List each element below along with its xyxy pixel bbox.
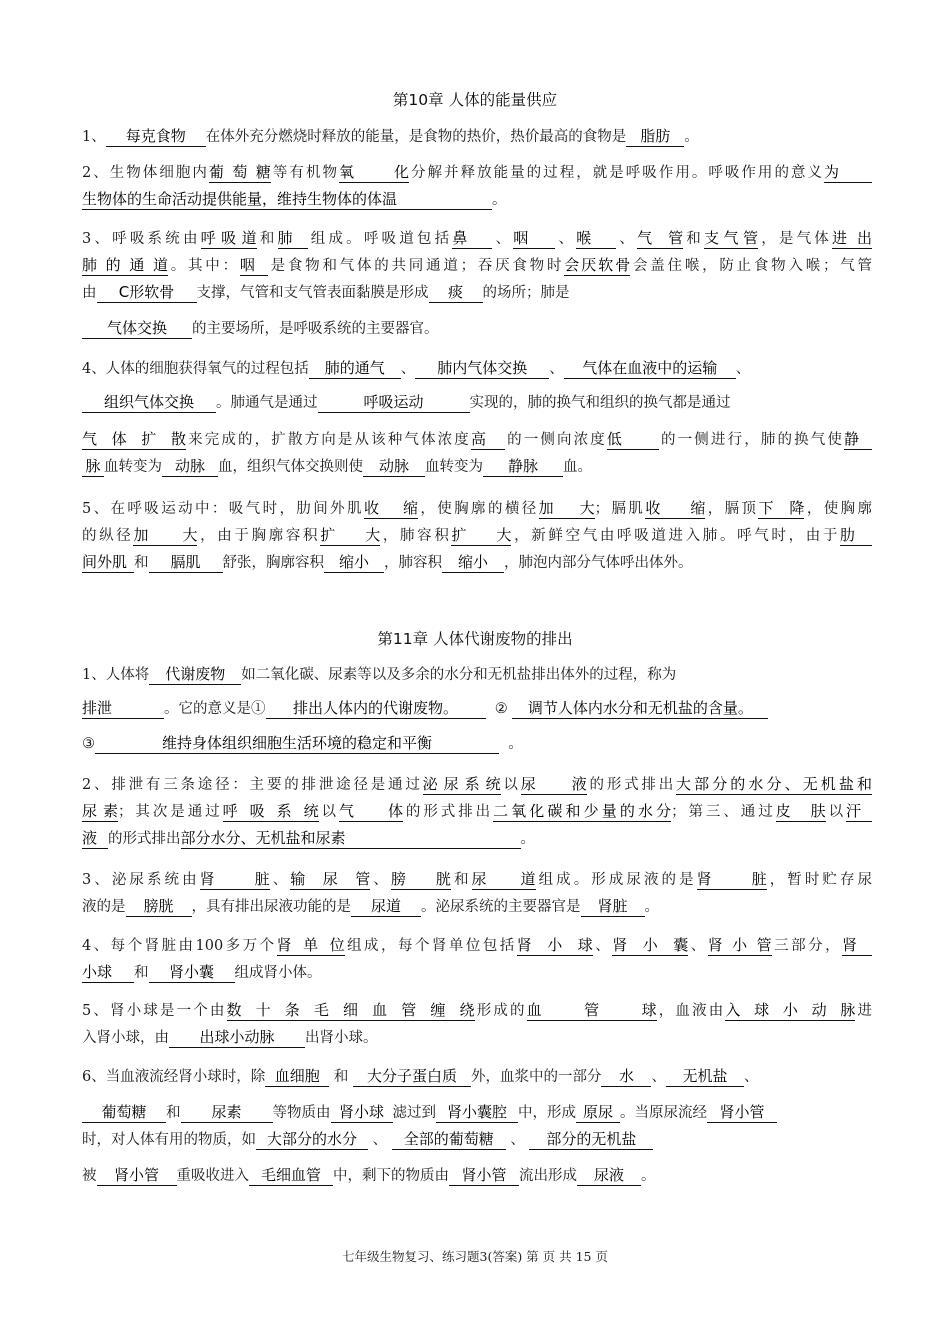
answer-blank: 无机盐 [666,1066,744,1087]
prompt-text: ，具有排出尿液功能的是 [191,899,351,915]
prompt-text: 等有机物 [270,165,339,181]
prompt-text: 和 [134,555,149,571]
prompt-text: 3、呼吸系统由 [82,231,201,247]
prompt-text: 舒张，胸廓容积 [222,555,324,571]
prompt-text: ，是气体 [758,231,833,247]
prompt-text: 等物质由 [272,1105,331,1121]
prompt-text: 。 [644,899,659,915]
answer-blank: 排泄 [82,698,164,719]
answer-blank: 膀胱 [390,870,451,888]
answer-blank: 氧化 [339,163,409,181]
answer-blank: 生物体的生命活动提供能量，维持生物体的体温 [82,189,492,210]
prompt-text: 的形式排出 [108,831,181,847]
answer-blank: 部分水分、无机盐和尿素 [181,828,521,849]
prompt-text: ，血液由 [656,1003,726,1019]
prompt-text: 外，血浆中的一部分 [470,1069,602,1085]
prompt-text: 。它的意义是① [164,701,266,717]
separator: 、 [492,231,514,247]
answer-blank: 动脉 [363,456,425,477]
prompt-text: 由 [82,285,97,301]
prompt-text: 的形式排出 [402,804,494,820]
answer-blank: 低 [607,429,659,450]
answer-blank: 支气管 [704,229,758,247]
separator: 、 [592,938,613,954]
answer-blank: 大部分的水分 [256,1129,368,1150]
prompt-text: 2、生物体细胞内 [82,165,209,181]
prompt-text: 。 [508,736,523,752]
prompt-text: 5、在呼吸运动中：吸气时，肋间外肌 [82,501,364,517]
separator: 、 [735,361,751,377]
answer-blank: 代谢废物 [149,664,241,685]
prompt-text: ，暂时贮存尿 [766,872,873,888]
answer-blank: 肾小球 [516,936,593,954]
answer-blank: 肺 [278,228,308,249]
answer-blank: 缩小 [324,552,384,573]
prompt-text: ；第三、通过 [671,804,776,820]
answer-blank: 呼吸系统 [222,802,319,820]
prompt-text: 。 [492,192,507,208]
answer-blank: 全部的葡萄糖 [392,1129,506,1150]
answer-blank: 肾脏 [696,870,767,888]
answer-blank: 气体扩散 [82,430,186,448]
ch11-question-1 [82,662,872,758]
prompt-text: 6、当血液流经肾小球时，除 [82,1069,266,1085]
answer-blank: 入球小动脉 [725,1001,856,1019]
prompt-text: 的一侧进行，肺的换气使 [658,432,845,448]
answer-blank: 输尿管 [290,870,371,888]
separator: 、 [549,361,564,377]
answer-blank: 缩小 [442,552,504,573]
answer-blank: 血细胞 [265,1066,329,1087]
list-marker: ② [494,701,508,717]
prompt-text: 进 [855,1003,873,1019]
answer-blank: 静脉 [483,456,563,477]
answer-blank: 收缩 [645,499,706,517]
answer-blank: 泌尿系统 [422,775,501,793]
prompt-text: 5、肾小球是一个由 [82,1003,227,1019]
answer-blank: 呼吸道 [200,229,257,247]
prompt-text: 1、人体将 [82,667,150,683]
answer-blank: 排出人体内的代谢废物。 [266,698,486,719]
prompt-text: 中，剩下的物质由 [333,1168,449,1184]
prompt-text: 形成的 [474,1003,527,1019]
ch11-question-5 [82,998,872,1052]
answer-blank: 气管 [637,229,684,247]
answer-blank: 会厌软骨 [564,256,631,274]
prompt-text: 来完成的，扩散方向是从该种气体浓度 [186,432,471,448]
answer-blank: 气体交换 [82,318,192,339]
prompt-text: 时，对人体有用的物质，如 [82,1132,256,1148]
separator: 、 [269,872,291,888]
ch11-question-6 [82,1064,872,1190]
answer-blank: 数十条毛细血管缠绕 [226,1001,475,1019]
prompt-text: ，膈顶 [705,501,759,517]
answer-blank: 静 [844,429,872,450]
answer-blank: 扩大 [320,526,381,544]
prompt-text: 。 [684,129,699,145]
prompt-text: 血转变为 [104,459,162,475]
answer-blank: 二氧化碳和少量的水分 [493,802,672,820]
prompt-text: 组成。形成尿液的是 [535,872,697,888]
answer-blank: 肾单位 [276,936,345,954]
prompt-text: 在体外充分燃烧时释放的能量，是食物的热价，热价最高的食物是 [205,129,627,145]
answer-blank: 肾脏 [581,896,645,917]
answer-blank: 膈肌 [149,552,223,573]
answer-blank: 间外肌 [82,552,134,573]
answer-blank: 水 [601,1066,651,1087]
prompt-text: 以 [318,804,339,820]
prompt-text: 会盖住喉，防止食物入喉；气管 [630,258,873,274]
prompt-text: 4、每个肾脏由100多万个 [82,938,277,954]
ch10-question-5 [82,496,872,577]
prompt-text: ，肺容积 [384,555,442,571]
answer-blank: 膀胱 [126,896,192,917]
answer-blank: 肺内气体交换 [415,358,549,379]
prompt-text: ，肺泡内部分气体呼出体外。 [504,555,693,571]
answer-blank: 咽 [240,255,268,276]
answer-blank: 尿道 [471,870,536,888]
answer-blank: 高 [471,429,505,450]
prompt-text: 流出形成 [519,1168,577,1184]
answer-blank: 葡萄糖 [208,163,271,181]
prompt-text: 和 [683,231,704,247]
list-marker: ③ [82,736,95,752]
answer-blank: 肾小管 [449,1165,519,1186]
answer-blank: 气体 [338,802,403,820]
answer-blank: 动脉 [162,456,218,477]
chapter-10-title: 第10章 人体的能量供应 [392,91,558,109]
prompt-text: 三部分， [771,938,843,954]
answer-blank: 肺的通气 [309,358,401,379]
answer-blank: 鼻 [452,228,492,249]
separator: 、 [400,361,416,377]
prompt-text: 3、泌尿系统由 [82,872,200,888]
answer-blank: 为 [824,162,872,183]
prompt-text: 的形式排出 [586,777,677,793]
prompt-text: ；膈肌 [594,501,646,517]
separator: 、 [616,231,638,247]
prompt-text: 。当原尿流经 [620,1105,707,1121]
prompt-text: 和 [166,1105,181,1121]
prompt-text: 重吸收进入 [176,1168,249,1184]
answer-blank: 肾小管 [707,936,772,954]
answer-blank: 肾小管 [707,1102,777,1123]
answer-blank: 每克食物 [106,126,206,147]
prompt-text: 血转变为 [425,459,483,475]
answer-blank: 喉 [576,228,616,249]
answer-blank: 部分的无机盐 [529,1129,653,1150]
ch11-question-4 [82,933,872,987]
prompt-text: 中，形成 [518,1105,576,1121]
answer-blank: 脉 [82,456,104,477]
answer-blank: C形软骨 [97,282,197,303]
answer-blank: 尿素 [82,802,118,820]
separator: 、 [651,1069,666,1085]
answer-blank: 加大 [538,499,595,517]
prompt-text: ，由于胸廓容积 [197,528,321,544]
prompt-text: 分解并释放能量的过程，就是呼吸作用。呼吸作用的意义 [409,165,825,181]
answer-blank: 下降 [758,499,805,517]
prompt-text: ，新鲜空气由呼吸道进入肺。呼气时，由于 [511,528,841,544]
prompt-text: 。泌尿系统的主要器官是 [421,899,581,915]
answer-blank: 毛细血管 [249,1165,333,1186]
answer-blank: 小球 [82,962,134,983]
separator: 、 [510,1132,525,1148]
answer-blank: 皮肤 [775,802,826,820]
answer-blank: 收缩 [363,499,418,517]
prompt-text: 出肾小球。 [305,1030,378,1046]
answer-blank: 肋 [840,525,872,546]
answer-blank: 大部分的水分、无机盐和 [676,775,873,793]
prompt-text: 和 [450,872,472,888]
prompt-text: 是食物和气体的共同通道；吞厌食物时 [267,258,565,274]
prompt-text: 4、人体的细胞获得氧气的过程包括 [82,361,309,377]
prompt-text: 实现的，肺的换气和组织的换气都是通过 [469,395,731,411]
answer-blank: 肾小球 [331,1102,393,1123]
prompt-text: 滤过到 [392,1105,436,1121]
prompt-text: 。 [641,1168,656,1184]
answer-blank: 尿液 [520,775,587,793]
answer-blank: 血管球 [526,1001,657,1019]
answer-blank: 加大 [133,526,198,544]
separator: 、 [743,1069,759,1085]
answer-blank: 肾小囊腔 [436,1102,518,1123]
ch10-question-3 [82,226,872,343]
answer-blank: 汗 [846,801,872,822]
prompt-text: ，使胸廓 [804,501,873,517]
prompt-text: 。 [520,831,535,847]
prompt-text: 组成，每个肾单位包括 [344,938,517,954]
prompt-text: 和 [134,965,149,981]
prompt-text: 以 [825,804,847,820]
prompt-text: 的主要场所，是呼吸系统的主要器官。 [192,321,439,337]
q-number: 1、 [82,129,106,145]
answer-blank: 扩大 [451,526,512,544]
answer-blank: 进出 [832,229,873,247]
ch11-question-2 [82,772,872,853]
answer-blank: 脂肪 [626,126,684,147]
answer-blank: 尿液 [577,1165,641,1186]
answer-blank: 肾小囊 [612,936,689,954]
prompt-text: 入肾小球，由 [82,1030,169,1046]
answer-blank: 肺的通道 [82,256,168,274]
answer-blank: 出球小动脉 [169,1027,305,1048]
answer-blank: 肾小囊 [149,962,235,983]
prompt-text: 的场所；肺是 [482,285,570,301]
prompt-text: 的纵径 [82,528,134,544]
prompt-text: 被 [82,1168,97,1184]
separator: 、 [370,872,391,888]
answer-blank: 痰 [429,282,483,303]
prompt-text: 血，组织气体交换则使 [218,459,363,475]
prompt-text: 组成肾小体。 [234,965,322,981]
prompt-text: 。其中： [168,258,240,274]
prompt-text: ；其次是通过 [118,804,223,820]
ch10-question-4 [82,356,872,481]
prompt-text: 血。 [563,459,592,475]
prompt-text: 组成。呼吸道包括 [307,231,453,247]
answer-blank: 呼吸运动 [318,392,470,413]
answer-blank: 气体在血液中的运输 [564,358,736,379]
ch10-question-1 [82,124,872,151]
separator: 、 [372,1132,388,1148]
prompt-text: 和 [333,1069,349,1085]
answer-blank: 原尿 [576,1102,620,1123]
answer-blank: 组织气体交换 [82,392,216,413]
answer-blank: 大分子蛋白质 [353,1066,471,1087]
answer-blank: 肾脏 [199,870,270,888]
prompt-text: ，使胸廓的横径 [417,501,539,517]
ch11-question-3 [82,867,872,921]
prompt-text: 的一侧向浓度 [504,432,607,448]
answer-blank: 尿素 [181,1102,273,1123]
ch10-question-2 [82,160,872,214]
answer-blank: 尿道 [351,896,421,917]
answer-blank: 维持身体组织细胞生活环境的稳定和平衡 [95,733,499,754]
answer-blank: 液 [82,828,108,849]
prompt-text: 和 [256,231,278,247]
prompt-text: 液的是 [82,899,126,915]
answer-blank: 调节人体内水分和无机盐的含量。 [512,698,768,719]
answer-blank: 咽 [513,228,555,249]
answer-blank: 葡萄糖 [82,1102,166,1123]
prompt-text: 如二氧化碳、尿素等以及多余的水分和无机盐排出体外的过程，称为 [241,667,677,683]
separator: 、 [688,938,708,954]
chapter-11-title: 第11章 人体代谢废物的排出 [377,630,573,648]
page-footer: 七年级生物复习、练习题3(答案) 第 页 共 15 页 [342,1249,608,1264]
prompt-text: 。肺通气是通过 [216,395,318,411]
prompt-text: 2、排泄有三条途径：主要的排泄途径是通过 [82,777,423,793]
prompt-text: 以 [500,777,521,793]
answer-blank: 肾 [842,935,872,956]
answer-blank: 肾小管 [97,1165,177,1186]
separator: 、 [555,231,577,247]
prompt-text: ，肺容积 [380,528,452,544]
prompt-text: 支撑，气管和支气管表面黏膜是形成 [196,285,429,301]
